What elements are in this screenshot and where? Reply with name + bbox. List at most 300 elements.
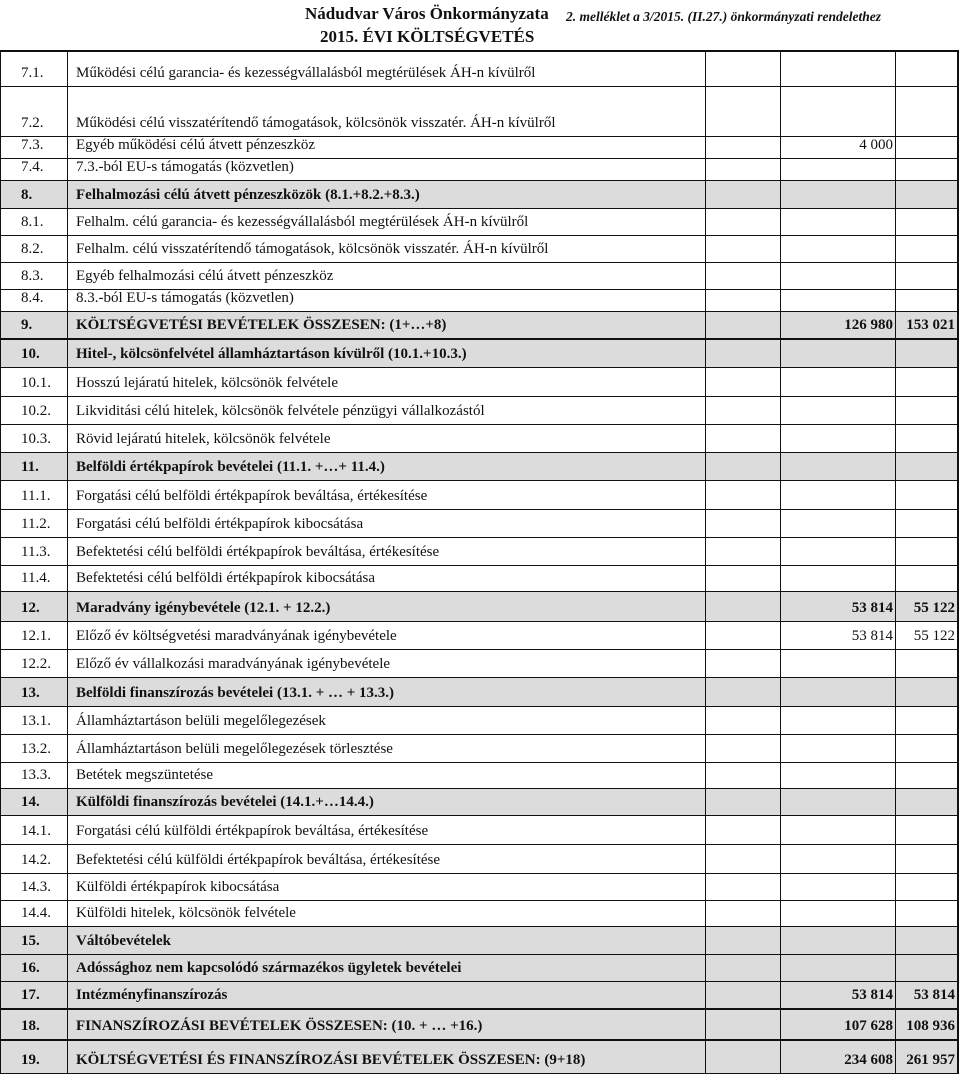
table-row: [1, 209, 959, 236]
value-col-2-cell: [781, 763, 896, 788]
row-label-cell: [68, 845, 706, 873]
table-row: [1, 1010, 959, 1041]
budget-year-title: 2015. ÉVI KÖLTSÉGVETÉS: [320, 27, 535, 46]
table-row: [1, 159, 959, 181]
value-col-1-cell: [706, 1010, 781, 1039]
value-col-3-cell: [896, 263, 959, 289]
value-col-3-cell: [896, 397, 959, 424]
value-col-2-cell: [781, 678, 896, 706]
row-label: Likviditási célú hitelek, kölcsönök felvétele pénzügyi vállalkozástól: [76, 403, 485, 419]
value-col-3-cell: [896, 368, 959, 396]
row-number: 10.: [21, 346, 40, 362]
value-col-2-cell: [781, 622, 896, 649]
value-col-1-cell: [706, 510, 781, 537]
row-number: 11.: [21, 459, 39, 475]
value-col-3-cell: [896, 236, 959, 262]
value-col-2-cell: [781, 52, 896, 86]
value-col-3-cell: [896, 622, 959, 649]
row-label-cell: [68, 137, 706, 158]
value-col-1-cell: [706, 901, 781, 926]
row-label: Intézményfinanszírozás: [76, 987, 228, 1003]
row-number: 10.3.: [21, 431, 51, 447]
value-col-2-cell: [781, 236, 896, 262]
value-col-1-cell: [706, 982, 781, 1008]
value-col-2-cell: [781, 481, 896, 509]
value-col-2-cell: [781, 901, 896, 926]
row-label-cell: [68, 481, 706, 509]
value-col-3-cell: [896, 927, 959, 954]
row-label: Forgatási célú külföldi értékpapírok beváltása, értékesítése: [76, 823, 429, 839]
row-label: Felhalm. célú garancia- és kezességvállalásból megtérülések ÁH-n kívülről: [76, 214, 529, 230]
table-row: [1, 453, 959, 481]
row-number-cell: [1, 263, 68, 289]
table-row: [1, 622, 959, 650]
row-label: Előző év költségvetési maradványának igénybevétele: [76, 628, 397, 644]
value-col-3: 261 957: [906, 1052, 955, 1068]
value-col-2-cell: [781, 874, 896, 900]
row-number-cell: [1, 425, 68, 452]
value-col-1-cell: [706, 874, 781, 900]
row-number: 11.2.: [21, 516, 51, 532]
value-col-1-cell: [706, 159, 781, 180]
row-label-cell: [68, 874, 706, 900]
row-number: 12.2.: [21, 656, 51, 672]
table-row: [1, 927, 959, 955]
row-label-cell: [68, 816, 706, 844]
table-row: [1, 763, 959, 789]
value-col-3-cell: [896, 52, 959, 86]
row-number: 14.4.: [21, 905, 51, 921]
value-col-3-cell: [896, 592, 959, 621]
row-label: Államháztartáson belüli megelőlegezések törlesztése: [76, 741, 393, 757]
row-number-cell: [1, 566, 68, 591]
row-number: 13.2.: [21, 741, 51, 757]
row-label-cell: [68, 181, 706, 208]
table-row: [1, 368, 959, 397]
row-label-cell: [68, 650, 706, 677]
value-col-1-cell: [706, 87, 781, 136]
row-number-cell: [1, 453, 68, 480]
value-col-3-cell: [896, 453, 959, 480]
table-row: [1, 874, 959, 901]
value-col-2-cell: [781, 368, 896, 396]
row-number-cell: [1, 678, 68, 706]
row-number-cell: [1, 481, 68, 509]
table-row: [1, 955, 959, 982]
value-col-2: 234 608: [844, 1052, 893, 1068]
value-col-3-cell: [896, 181, 959, 208]
row-label-cell: [68, 159, 706, 180]
value-col-3-cell: [896, 209, 959, 235]
value-col-2-cell: [781, 181, 896, 208]
value-col-2-cell: [781, 735, 896, 762]
value-col-1-cell: [706, 181, 781, 208]
value-col-1-cell: [706, 312, 781, 338]
row-number-cell: [1, 650, 68, 677]
value-col-3: 108 936: [906, 1018, 955, 1034]
row-number-cell: [1, 312, 68, 338]
row-number: 7.3.: [21, 137, 44, 153]
value-col-2-cell: [781, 538, 896, 565]
row-number-cell: [1, 955, 68, 981]
value-col-2-cell: [781, 650, 896, 677]
value-col-2-cell: [781, 209, 896, 235]
row-label: Külföldi hitelek, kölcsönök felvétele: [76, 905, 296, 921]
row-number: 14.2.: [21, 852, 51, 868]
row-label-cell: [68, 425, 706, 452]
row-number-cell: [1, 290, 68, 311]
value-col-1-cell: [706, 816, 781, 844]
value-col-2-cell: [781, 789, 896, 815]
table-row: [1, 1041, 959, 1074]
value-col-2-cell: [781, 312, 896, 338]
value-col-1-cell: [706, 955, 781, 981]
row-number: 14.: [21, 794, 40, 810]
value-col-2: 53 814: [851, 987, 893, 1003]
row-label: 8.3.-ból EU-s támogatás (közvetlen): [76, 290, 294, 306]
value-col-2-cell: [781, 1041, 896, 1073]
table-row: [1, 312, 959, 340]
value-col-1-cell: [706, 763, 781, 788]
row-label: Forgatási célú belföldi értékpapírok beváltása, értékesítése: [76, 488, 428, 504]
row-label: Rövid lejáratú hitelek, kölcsönök felvétele: [76, 431, 331, 447]
value-col-1-cell: [706, 538, 781, 565]
value-col-3-cell: [896, 650, 959, 677]
row-label: Betétek megszüntetése: [76, 767, 214, 783]
row-label-cell: [68, 592, 706, 621]
row-label: KÖLTSÉGVETÉSI BEVÉTELEK ÖSSZESEN: (1+…+8): [76, 317, 447, 333]
row-number: 10.2.: [21, 403, 51, 419]
row-label-cell: [68, 263, 706, 289]
value-col-1-cell: [706, 735, 781, 762]
row-number-cell: [1, 982, 68, 1008]
value-col-3-cell: [896, 789, 959, 815]
value-col-2-cell: [781, 510, 896, 537]
table-row: [1, 137, 959, 159]
row-label: Működési célú visszatérítendő támogatások, kölcsönök visszatér. ÁH-n kívülről: [76, 115, 556, 131]
row-label-cell: [68, 368, 706, 396]
row-number-cell: [1, 510, 68, 537]
row-number: 11.1.: [21, 488, 51, 504]
table-row: [1, 236, 959, 263]
row-number: 18.: [21, 1018, 40, 1034]
row-label-cell: [68, 763, 706, 788]
value-col-1-cell: [706, 52, 781, 86]
row-label-cell: [68, 982, 706, 1008]
row-number-cell: [1, 592, 68, 621]
row-label-cell: [68, 510, 706, 537]
value-col-1-cell: [706, 263, 781, 289]
value-col-2-cell: [781, 263, 896, 289]
row-number-cell: [1, 340, 68, 367]
value-col-2-cell: [781, 340, 896, 367]
row-number-cell: [1, 209, 68, 235]
row-label: Működési célú garancia- és kezességvállalásból megtérülések ÁH-n kívülről: [76, 65, 536, 81]
value-col-3-cell: [896, 1041, 959, 1073]
table-row: [1, 87, 959, 137]
value-col-2-cell: [781, 453, 896, 480]
table-row: [1, 901, 959, 927]
value-col-1-cell: [706, 845, 781, 873]
row-label: Befektetési célú belföldi értékpapírok kibocsátása: [76, 570, 376, 586]
row-label-cell: [68, 52, 706, 86]
value-col-2: 126 980: [844, 317, 893, 333]
row-number: 8.4.: [21, 290, 44, 306]
value-col-3-cell: [896, 874, 959, 900]
row-label: Felhalmozási célú átvett pénzeszközök (8.1.+8.2.+8.3.): [76, 187, 420, 203]
value-col-1-cell: [706, 368, 781, 396]
row-label-cell: [68, 955, 706, 981]
row-number: 11.4.: [21, 570, 51, 586]
row-number-cell: [1, 622, 68, 649]
row-label-cell: [68, 927, 706, 954]
row-number: 7.4.: [21, 159, 44, 175]
row-number: 14.1.: [21, 823, 51, 839]
row-label-cell: [68, 538, 706, 565]
value-col-3-cell: [896, 566, 959, 591]
row-label-cell: [68, 789, 706, 815]
value-col-3-cell: [896, 137, 959, 158]
row-number-cell: [1, 763, 68, 788]
row-label: Államháztartáson belüli megelőlegezések: [76, 713, 326, 729]
value-col-2-cell: [781, 1010, 896, 1039]
row-label: Külföldi finanszírozás bevételei (14.1.+…14.4.): [76, 794, 374, 810]
row-label-cell: [68, 707, 706, 734]
value-col-1-cell: [706, 425, 781, 452]
value-col-1-cell: [706, 236, 781, 262]
value-col-3: 55 122: [913, 628, 955, 644]
table-row: [1, 340, 959, 368]
row-number-cell: [1, 874, 68, 900]
value-col-1-cell: [706, 622, 781, 649]
table-row: [1, 52, 959, 87]
table-row: [1, 650, 959, 678]
table-row: [1, 263, 959, 290]
row-label-cell: [68, 1041, 706, 1073]
row-label: Belföldi értékpapírok bevételei (11.1. +…+ 11.4.): [76, 459, 385, 475]
value-col-1-cell: [706, 592, 781, 621]
row-number-cell: [1, 1010, 68, 1039]
value-col-2: 4 000: [859, 137, 893, 153]
row-number: 19.: [21, 1052, 40, 1068]
row-number: 13.: [21, 685, 40, 701]
value-col-2-cell: [781, 927, 896, 954]
row-label-cell: [68, 1010, 706, 1039]
row-number: 16.: [21, 960, 40, 976]
table-row: [1, 538, 959, 566]
value-col-2-cell: [781, 137, 896, 158]
row-label: Maradvány igénybevétele (12.1. + 12.2.): [76, 600, 331, 616]
row-number: 13.1.: [21, 713, 51, 729]
row-label: 7.3.-ból EU-s támogatás (közvetlen): [76, 159, 294, 175]
row-number: 13.3.: [21, 767, 51, 783]
value-col-1-cell: [706, 678, 781, 706]
row-number: 12.: [21, 600, 40, 616]
value-col-2-cell: [781, 290, 896, 311]
value-col-1-cell: [706, 453, 781, 480]
value-col-1-cell: [706, 209, 781, 235]
value-col-3-cell: [896, 982, 959, 1008]
table-row: [1, 481, 959, 510]
row-label: Külföldi értékpapírok kibocsátása: [76, 879, 280, 895]
row-label-cell: [68, 290, 706, 311]
row-number-cell: [1, 735, 68, 762]
value-col-3-cell: [896, 763, 959, 788]
value-col-2-cell: [781, 707, 896, 734]
value-col-2: 107 628: [844, 1018, 893, 1034]
row-label: Előző év vállalkozási maradványának igénybevétele: [76, 656, 391, 672]
row-label-cell: [68, 735, 706, 762]
table-row: [1, 592, 959, 622]
row-number-cell: [1, 538, 68, 565]
value-col-1-cell: [706, 650, 781, 677]
row-number-cell: [1, 1041, 68, 1073]
row-label: Befektetési célú belföldi értékpapírok beváltása, értékesítése: [76, 544, 440, 560]
value-col-3-cell: [896, 707, 959, 734]
value-col-3-cell: [896, 340, 959, 367]
value-col-1-cell: [706, 927, 781, 954]
row-number-cell: [1, 368, 68, 396]
value-col-2-cell: [781, 845, 896, 873]
row-number: 17.: [21, 987, 40, 1003]
row-label-cell: [68, 566, 706, 591]
table-row: [1, 566, 959, 592]
row-number-cell: [1, 52, 68, 86]
row-number-cell: [1, 927, 68, 954]
value-col-3-cell: [896, 955, 959, 981]
table-row: [1, 510, 959, 538]
row-label: Hosszú lejáratú hitelek, kölcsönök felvétele: [76, 375, 338, 391]
row-label-cell: [68, 622, 706, 649]
row-label-cell: [68, 453, 706, 480]
value-col-1-cell: [706, 137, 781, 158]
row-label: Forgatási célú belföldi értékpapírok kibocsátása: [76, 516, 364, 532]
table-row: [1, 397, 959, 425]
row-number: 8.3.: [21, 268, 44, 284]
value-col-3-cell: [896, 816, 959, 844]
row-number-cell: [1, 397, 68, 424]
row-number: 12.1.: [21, 628, 51, 644]
value-col-3-cell: [896, 481, 959, 509]
row-label: Egyéb működési célú átvett pénzeszköz: [76, 137, 316, 153]
value-col-2-cell: [781, 982, 896, 1008]
value-col-2-cell: [781, 816, 896, 844]
value-col-1-cell: [706, 566, 781, 591]
row-number: 7.2.: [21, 115, 44, 131]
value-col-1-cell: [706, 707, 781, 734]
value-col-2-cell: [781, 159, 896, 180]
row-label-cell: [68, 312, 706, 338]
annex-reference: 2. melléklet a 3/2015. (II.27.) önkormányzati rendelethez: [566, 9, 881, 24]
row-label: Egyéb felhalmozási célú átvett pénzeszköz: [76, 268, 334, 284]
row-label: Belföldi finanszírozás bevételei (13.1. + … + 13.3.): [76, 685, 395, 701]
row-number-cell: [1, 789, 68, 815]
value-col-2-cell: [781, 955, 896, 981]
value-col-3-cell: [896, 425, 959, 452]
value-col-3-cell: [896, 87, 959, 136]
table-row: [1, 789, 959, 816]
row-label: KÖLTSÉGVETÉSI ÉS FINANSZÍROZÁSI BEVÉTELEK ÖSSZESEN: (9+18): [76, 1052, 586, 1068]
row-label-cell: [68, 901, 706, 926]
table-row: [1, 290, 959, 312]
value-col-2: 53 814: [851, 600, 893, 616]
row-label-cell: [68, 209, 706, 235]
table-row: [1, 735, 959, 763]
table-row: [1, 678, 959, 707]
value-col-2-cell: [781, 566, 896, 591]
row-number: 8.1.: [21, 214, 44, 230]
row-number-cell: [1, 159, 68, 180]
row-label-cell: [68, 678, 706, 706]
table-row: [1, 982, 959, 1010]
value-col-3-cell: [896, 1010, 959, 1039]
row-number-cell: [1, 181, 68, 208]
value-col-3-cell: [896, 510, 959, 537]
row-label-cell: [68, 87, 706, 136]
row-label-cell: [68, 340, 706, 367]
value-col-2-cell: [781, 87, 896, 136]
row-label: FINANSZÍROZÁSI BEVÉTELEK ÖSSZESEN: (10. + … +16.): [76, 1018, 483, 1034]
value-col-1-cell: [706, 1041, 781, 1073]
value-col-3: 153 021: [906, 317, 955, 333]
row-number-cell: [1, 816, 68, 844]
row-number: 7.1.: [21, 65, 44, 81]
value-col-2-cell: [781, 397, 896, 424]
value-col-2: 53 814: [851, 628, 893, 644]
value-col-3: 53 814: [913, 987, 955, 1003]
value-col-3-cell: [896, 735, 959, 762]
value-col-3-cell: [896, 845, 959, 873]
row-label-cell: [68, 397, 706, 424]
row-number: 8.: [21, 187, 33, 203]
table-row: [1, 181, 959, 209]
value-col-3-cell: [896, 159, 959, 180]
row-number-cell: [1, 901, 68, 926]
value-col-3-cell: [896, 901, 959, 926]
row-number: 14.3.: [21, 879, 51, 895]
row-number-cell: [1, 87, 68, 136]
revenue-table: [0, 50, 959, 1074]
value-col-1-cell: [706, 789, 781, 815]
value-col-3-cell: [896, 290, 959, 311]
row-label: Felhalm. célú visszatérítendő támogatások, kölcsönök visszatér. ÁH-n kívülről: [76, 241, 549, 257]
value-col-3: 55 122: [913, 600, 955, 616]
table-row: [1, 425, 959, 453]
value-col-1-cell: [706, 481, 781, 509]
table-row: [1, 707, 959, 735]
row-label-cell: [68, 236, 706, 262]
row-number: 15.: [21, 933, 40, 949]
value-col-1-cell: [706, 340, 781, 367]
value-col-3-cell: [896, 312, 959, 338]
value-col-3-cell: [896, 538, 959, 565]
value-col-2-cell: [781, 592, 896, 621]
row-number-cell: [1, 137, 68, 158]
row-number-cell: [1, 707, 68, 734]
table-row: [1, 816, 959, 845]
row-label: Adóssághoz nem kapcsolódó származékos ügyletek bevételei: [76, 960, 462, 976]
municipality-title: Nádudvar Város Önkormányzata: [305, 4, 549, 23]
value-col-2-cell: [781, 425, 896, 452]
value-col-3-cell: [896, 678, 959, 706]
value-col-1-cell: [706, 397, 781, 424]
row-number: 8.2.: [21, 241, 44, 257]
row-label: Váltóbevételek: [76, 933, 171, 949]
row-number: 11.3.: [21, 544, 51, 560]
row-number: 9.: [21, 317, 33, 333]
row-label: Hitel-, kölcsönfelvétel államháztartáson kívülről (10.1.+10.3.): [76, 346, 467, 362]
row-label: Befektetési célú külföldi értékpapírok beváltása, értékesítése: [76, 852, 441, 868]
